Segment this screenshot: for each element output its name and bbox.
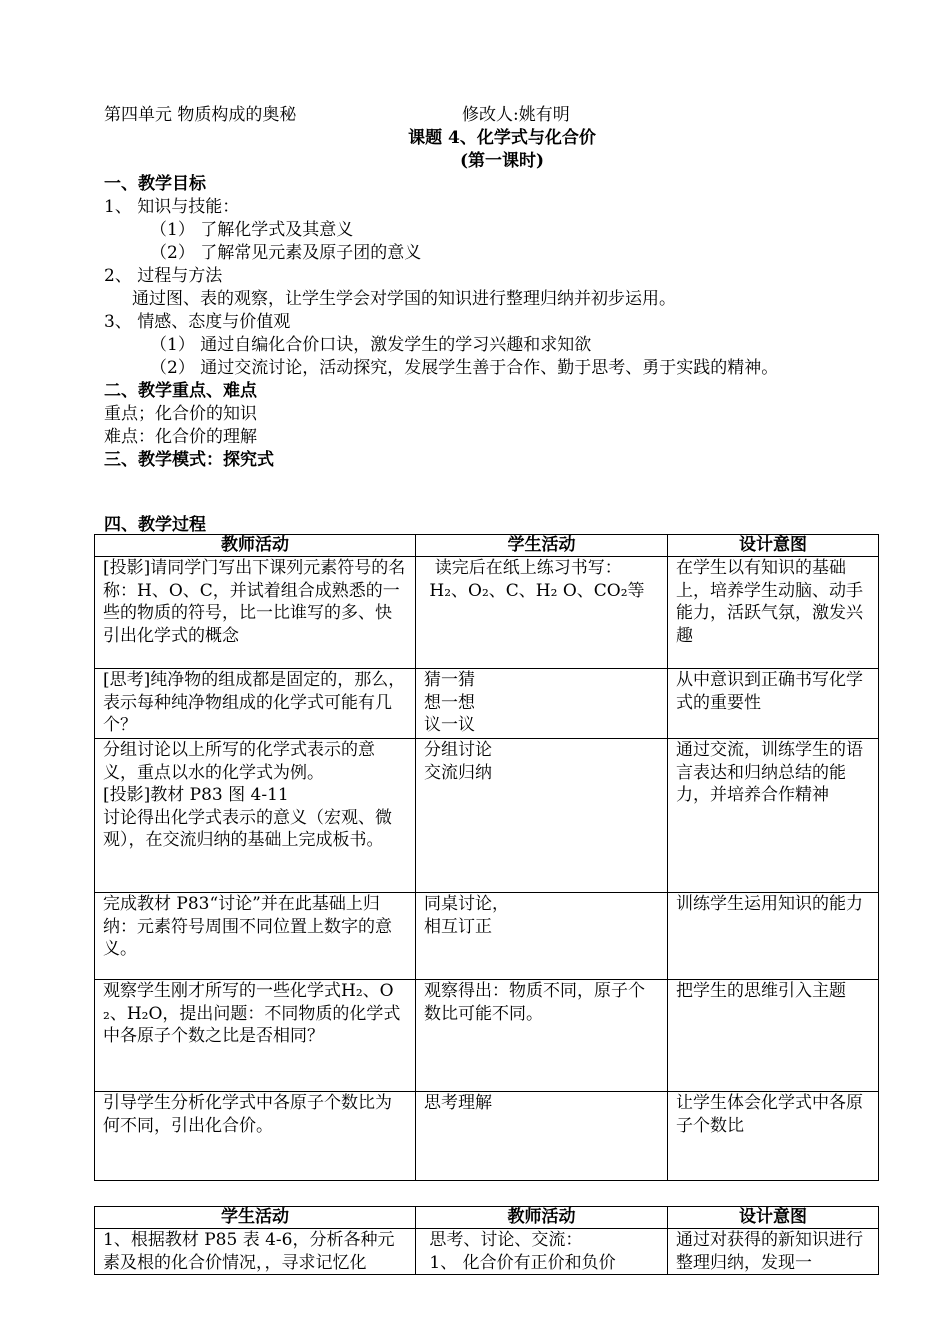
student-activity-cell xyxy=(416,557,668,669)
teacher-activity-cell xyxy=(95,739,416,893)
column-header: 学生活动 xyxy=(95,1207,416,1229)
table-header-row xyxy=(95,1207,879,1229)
cell-text: 把学生的思维引入主题 xyxy=(676,981,846,1001)
section-focus-heading: 二、教学重点、难点 xyxy=(104,381,257,401)
objective-item-1-2: （2） 了解常见元素及原子团的意义 xyxy=(150,243,422,263)
objective-item-2: 2、 过程与方法 xyxy=(104,266,223,286)
column-header: 学生活动 xyxy=(416,535,668,557)
design-intent-cell xyxy=(668,739,879,893)
column-header: 设计意图 xyxy=(668,1207,879,1229)
cell-text: [投影]请同学门写出下课列元素符号的名称：H、O、C，并试着组合成熟悉的一些的物质的符号，比一比谁写的多、快 xyxy=(103,558,406,623)
cell-text: 猜一猜 xyxy=(424,670,475,690)
design-intent-cell xyxy=(668,1092,879,1181)
cell-text: 观察学生刚才所写的一些化学式H₂、O₂、H₂O，提出问题：不同物质的化学式中各原子个数之比是否相同？ xyxy=(103,981,401,1046)
design-intent-cell xyxy=(668,669,879,739)
teacher-activity-cell xyxy=(95,557,416,669)
column-header: 教师活动 xyxy=(95,535,416,557)
objective-item-1-1: （1） 了解化学式及其意义 xyxy=(150,220,354,240)
objective-item-3-1: （1） 通过自编化合价口诀，激发学生的学习兴趣和求知欲 xyxy=(150,335,592,355)
cell-text: 分组讨论以上所写的化学式表示的意义，重点以水的化学式为例。 xyxy=(103,740,375,783)
cell-text: [投影]教材 P83 图 4-11 xyxy=(103,785,289,805)
cell-text: 1、 化合价有正价和负价 xyxy=(424,1252,616,1273)
student-activity-cell xyxy=(416,669,668,739)
teacher-activity-cell xyxy=(95,980,416,1092)
teacher-activity-cell xyxy=(416,1229,668,1275)
objective-item-2-text: 通过图、表的观察，让学生学会对学国的知识进行整理归纳并初步运用。 xyxy=(132,289,676,309)
student-activity-cell xyxy=(416,893,668,980)
cell-text: 1、根据教材 P85 表 4-6，分析各种元素及根的化合价情况，，寻求记忆化 xyxy=(103,1230,395,1273)
section-mode-heading: 三、教学模式：探究式 xyxy=(104,450,274,470)
focus-key-point: 重点；化合价的知识 xyxy=(104,404,257,424)
student-activity-cell xyxy=(416,739,668,893)
cell-text: 相互订正 xyxy=(424,916,492,937)
unit-title: 第四单元 物质构成的奥秘 xyxy=(104,105,297,125)
editor-name: 修改人:姚有明 xyxy=(462,105,570,125)
cell-text: 同桌讨论， xyxy=(424,894,509,914)
table-row xyxy=(95,669,879,739)
cell-text: 议一议 xyxy=(424,715,475,735)
section-objectives-heading: 一、教学目标 xyxy=(104,174,206,194)
teacher-activity-cell xyxy=(95,893,416,980)
cell-text: 观察得出：物质不同，原子个数比可能不同。 xyxy=(424,981,645,1024)
section-process-heading: 四、教学过程 xyxy=(104,515,206,535)
teacher-activity-cell xyxy=(95,1092,416,1181)
cell-text: 思考理解 xyxy=(424,1093,492,1113)
cell-text: 交流归纳 xyxy=(424,762,492,783)
lesson-subtitle: (第一课时) xyxy=(459,151,545,171)
student-activity-cell xyxy=(416,1092,668,1181)
cell-text: 想一想 xyxy=(424,692,475,713)
process-table-1 xyxy=(94,534,879,1181)
cell-text: 通过交流，训练学生的语言表达和归纳总结的能力，并培养合作精神 xyxy=(676,740,863,805)
column-header: 教师活动 xyxy=(416,1207,668,1229)
objective-item-3: 3、 情感、态度与价值观 xyxy=(104,312,291,332)
table-row xyxy=(95,1229,879,1275)
cell-text: 从中意识到正确书写化学式的重要性 xyxy=(676,670,863,713)
student-activity-cell xyxy=(416,980,668,1092)
cell-text: 引出化学式的概念 xyxy=(103,625,239,646)
cell-text: 引导学生分析化学式中各原子个数比为何不同，引出化合价。 xyxy=(103,1093,392,1136)
table-row xyxy=(95,557,879,669)
cell-text: 讨论得出化学式表示的意义（宏观、微观），在交流归纳的基础上完成板书。 xyxy=(103,807,392,850)
focus-difficult-point: 难点：化合价的理解 xyxy=(104,427,257,447)
cell-text: 完成教材 P83“讨论”并在此基础上归纳：元素符号周围不同位置上数字的意义。 xyxy=(103,894,392,959)
cell-text: 让学生体会化学式中各原子个数比 xyxy=(676,1093,863,1136)
teacher-activity-cell xyxy=(95,669,416,739)
cell-text: [思考]纯净物的组成都是固定的，那么，表示每种纯净物组成的化学式可能有几个？ xyxy=(103,670,406,735)
cell-text: 读完后在纸上练习书写： xyxy=(424,558,622,578)
design-intent-cell xyxy=(668,557,879,669)
cell-text: 思考、讨论、交流： xyxy=(424,1230,583,1250)
process-table-2 xyxy=(94,1206,879,1275)
objective-item-1: 1、 知识与技能： xyxy=(104,197,240,217)
table-row xyxy=(95,739,879,893)
table-row xyxy=(95,1092,879,1181)
lesson-title: 课题 4、化学式与化合价 xyxy=(408,128,596,148)
cell-text: H₂、O₂、C、H₂ O、CO₂等 xyxy=(424,580,645,601)
table-row xyxy=(95,893,879,980)
column-header: 设计意图 xyxy=(668,535,879,557)
objective-item-3-2: （2） 通过交流讨论，活动探究，发展学生善于合作、勤于思考、勇于实践的精神。 xyxy=(150,358,779,378)
student-activity-cell xyxy=(95,1229,416,1275)
design-intent-cell xyxy=(668,1229,879,1275)
table-row xyxy=(95,980,879,1092)
design-intent-cell xyxy=(668,893,879,980)
cell-text: 分组讨论 xyxy=(424,740,492,760)
cell-text: 训练学生运用知识的能力 xyxy=(676,894,863,914)
cell-text: 通过对获得的新知识进行整理归纳，发现一 xyxy=(676,1230,863,1273)
design-intent-cell xyxy=(668,980,879,1092)
table-header-row xyxy=(95,535,879,557)
cell-text: 在学生以有知识的基础上，培养学生动脑、动手能力，活跃气氛，激发兴趣 xyxy=(676,558,863,646)
